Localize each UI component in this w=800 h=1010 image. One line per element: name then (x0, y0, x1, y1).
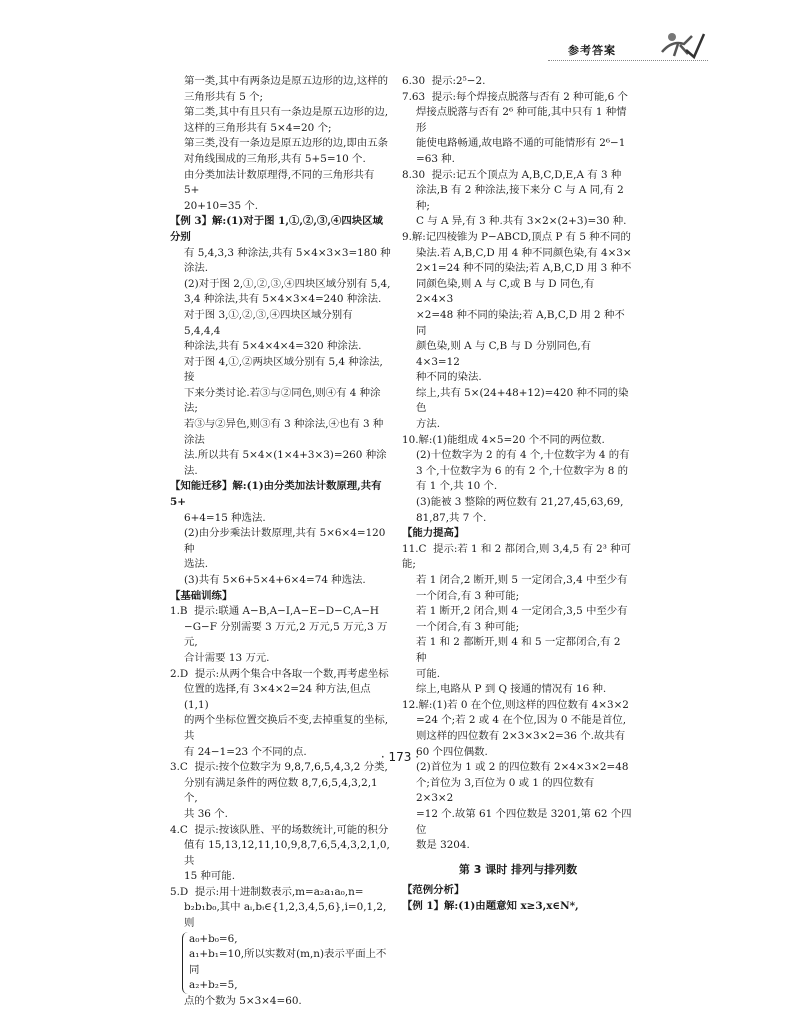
text-line: 颜色染,则 A 与 C,B 与 D 分别同色,有 4×3=12 (416, 340, 595, 368)
equation-line: a₂+b₂=5, (189, 979, 238, 992)
ability-heading: 【能力提高】 (402, 527, 465, 540)
equation-line: a₀+b₀=6, (189, 932, 238, 945)
text-line: 数是 3204. (416, 839, 470, 852)
text-line: 有 5,4,3,3 种涂法,共有 5×4×3×3=180 种涂法. (184, 246, 391, 275)
text-line: 有 1 个,共 10 个. (416, 480, 498, 493)
text-line: 若 1 断开,2 闭合,则 4 一定闭合,3,5 中至少有 (416, 605, 628, 618)
text-line: (3)能被 3 整除的两位数有 21,27,45,63,69, (416, 496, 624, 509)
text-line: 个;首位为 3,百位为 0 或 1 的四位数有 2×3×2 (416, 776, 598, 805)
text-line: 2×1=24 种不同的染法;若 A,B,C,D 用 3 种不 (416, 262, 632, 275)
left-column (170, 74, 392, 1010)
text-line: 法.所以共有 5×4×(1×4+3×3)=260 种涂法. (184, 449, 387, 477)
text-line: 一个闭合,有 3 种可能; (416, 620, 520, 633)
text-line: 若 1 和 2 都断开,则 4 和 5 一定都闭合,有 2 种 (416, 636, 624, 664)
text-line: C 与 A 异,有 3 种.共有 3×2×(2+3)=30 种. (416, 215, 627, 228)
answer-item: 11.C 提示:若 1 和 2 都闭合,则 3,4,5 有 2³ 种可能; (402, 542, 632, 571)
text-line: 综上,共有 5×(24+48+12)=420 种不同的染色 (416, 386, 629, 415)
text-line: 分别有满足条件的两位数 8,7,6,5,4,3,2,1 个, (184, 776, 381, 805)
basic-training-heading: 【基础训练】 (170, 589, 233, 602)
text-line: 3 个,十位数字为 6 的有 2 个,十位数字为 8 的 (416, 464, 629, 477)
text-line: 15 种可能. (184, 870, 235, 883)
text-line: 第三类,没有一条边是原五边形的边,即由五条 (184, 137, 389, 150)
text-line: 涂法,B 有 2 种涂法,接下来分 C 与 A 同,有 2 种; (416, 184, 628, 212)
text-line: 合计需要 13 万元. (184, 651, 270, 664)
answer-item: 7.63 提示:每个焊接点脱落与否有 2 种可能,6 个 (402, 90, 628, 103)
text-line: (2)对于图 2,①,②,③,④四块区域分别有 5,4, (184, 277, 391, 290)
text-line: 种涂法,共有 5×4×4×4=320 种涂法. (184, 340, 362, 353)
equation-system (182, 932, 392, 994)
text-line: 综上,电路从 P 到 Q 接通的情况有 16 种. (416, 683, 607, 696)
runner-logo-icon (658, 30, 708, 60)
text-line: 这样的三角形共有 5×4=20 个; (184, 121, 332, 134)
text-line: (2)由分步乘法计数原理,共有 5×6×4=120 种 (184, 527, 389, 555)
text-line: 可能. (416, 667, 441, 680)
text-line: 对于图 4,①,②两块区域分别有 5,4 种涂法,接 (184, 355, 383, 384)
text-line: 6+4=15 种选法. (184, 511, 266, 524)
text-line: =12 个.故第 61 个四位数是 3201,第 62 个四位 (416, 807, 632, 836)
text-line: 选法. (184, 558, 209, 571)
text-line: 由分类加法计数原理得,不同的三角形共有 5+ (184, 168, 378, 197)
answer-item: 4.C 提示:按该队胜、平的场数统计,可能的积分 (170, 823, 389, 836)
text-line: 染法.若 A,B,C,D 用 4 种不同颜色染,有 4×3× (416, 246, 632, 259)
text-line: 同颜色染,则 A 与 C,或 B 与 D 同色,有 2×4×3 (416, 277, 598, 306)
text-line: =63 种. (416, 152, 455, 165)
answer-item: 3.C 提示:按个位数字为 9,8,7,6,5,4,3,2 分类, (170, 761, 388, 774)
text-line: 第二类,其中有且只有一条边是原五边形的边, (184, 106, 389, 119)
text-line: 焊接点脱落与否有 2⁶ 种可能,其中只有 1 种情形 (416, 106, 627, 134)
text-line: (2)十位数字为 2 的有 4 个,十位数字为 4 的有 (416, 449, 630, 462)
text-line: (2)首位为 1 或 2 的四位数有 2×4×3×2=48 (416, 761, 629, 774)
right-column (402, 74, 634, 914)
header-title: 参考答案 (568, 44, 616, 57)
text-line: 60 个四位偶数. (416, 745, 488, 758)
example-1-heading: 【例 1】解:(1)由题意知 x≥3,x∈N*, (402, 899, 579, 912)
text-line: =24 个;若 2 或 4 在个位,因为 0 不能是首位, (416, 714, 627, 727)
text-line: 值有 15,13,12,11,10,9,8,7,6,5,4,3,2,1,0,共 (184, 839, 390, 867)
page-header (548, 30, 788, 70)
text-line: 一个闭合,有 3 种可能; (416, 589, 520, 602)
text-line: 则这样的四位数有 2×3×3×2=36 个.故共有 (416, 729, 626, 742)
answer-item: 10.解:(1)能组成 4×5=20 个不同的两位数. (402, 433, 605, 446)
text-line: 点的个数为 5×3×4=60. (184, 995, 302, 1008)
text-line: 种不同的染法. (416, 371, 482, 384)
header-rule (548, 60, 708, 61)
answer-item: 2.D 提示:从两个集合中各取一个数,再考虑坐标 (170, 667, 389, 680)
answer-item: 9.解:记四棱锥为 P−ABCD,顶点 P 有 5 种不同的 (402, 230, 631, 243)
text-line: 方法. (416, 418, 441, 431)
text-line: 位置的选择,有 3×4×2=24 种方法,但点(1,1) (184, 683, 371, 711)
text-line: 81,87,共 7 个. (416, 511, 487, 524)
answer-item: 5.D 提示:用十进制数表示,m=a₂a₁a₀,n= (170, 885, 364, 898)
example-3-heading: 【例 3】解:(1)对于图 1,①,②,③,④四块区域分别 (170, 215, 383, 243)
answer-item: 12.解:(1)若 0 在个位,则这样的四位数有 4×3×2 (402, 698, 629, 711)
text-line: (3)共有 5×6+5×4+6×4=74 种选法. (184, 574, 366, 586)
text-line: 对角线围成的三角形,共有 5+5=10 个. (184, 152, 366, 165)
answer-item: 8.30 提示:记五个顶点为 A,B,C,D,E,A 有 3 种 (402, 168, 622, 181)
text-line: 第一类,其中有两条边是原五边形的边,这样的 (184, 75, 389, 87)
text-line: 三角形共有 5 个; (184, 90, 264, 103)
text-line: 的两个坐标位置交换后不变,去掉重复的坐标,共 (184, 714, 389, 742)
equation-line: a₁+b₁=10,所以实数对(m,n)表示平面上不同 (189, 948, 387, 976)
transfer-heading: 【知能迁移】解:(1)由分类加法计数原理,共有 5+ (170, 480, 386, 509)
answer-item: 6.30 提示:2⁵−2. (402, 75, 486, 87)
text-line: 20+10=35 个. (184, 199, 259, 212)
text-line: 共 36 个. (184, 807, 228, 820)
text-line: 能使电路畅通,故电路不通的可能情形有 2⁶−1 (416, 137, 626, 150)
text-line: 3,4 种涂法,共有 5×4×3×4=240 种涂法. (184, 293, 382, 306)
lesson-title: 第 3 课时 排列与排列数 (458, 862, 578, 876)
text-line: 有 24−1=23 个不同的点. (184, 745, 307, 758)
answer-item: 1.B 提示:联通 A−B,A−I,A−E−D−C,A−H (170, 605, 379, 618)
text-line: 若③与②异色,则③有 3 种涂法,④也有 3 种涂法 (184, 418, 384, 446)
text-line: 对于图 3,①,②,③,④四块区域分别有 5,4,4,4 (184, 308, 356, 337)
text-line: ×2=48 种不同的染法;若 A,B,C,D 用 2 种不同 (416, 308, 625, 337)
text-line: b₂b₁b₀,其中 aᵢ,bᵢ∈{1,2,3,4,5,6},i=0,1,2,则 (184, 901, 387, 930)
text-line: 下来分类讨论.若③与②同色,则④有 4 种涂法; (184, 386, 381, 415)
text-line: 若 1 闭合,2 断开,则 5 一定闭合,3,4 中至少有 (416, 574, 628, 586)
page-number: · 173 · (380, 750, 420, 764)
example-analysis-heading: 【范例分析】 (402, 884, 465, 897)
text-line: −G−F 分别需要 3 万元,2 万元,5 万元,3 万元, (184, 620, 388, 649)
